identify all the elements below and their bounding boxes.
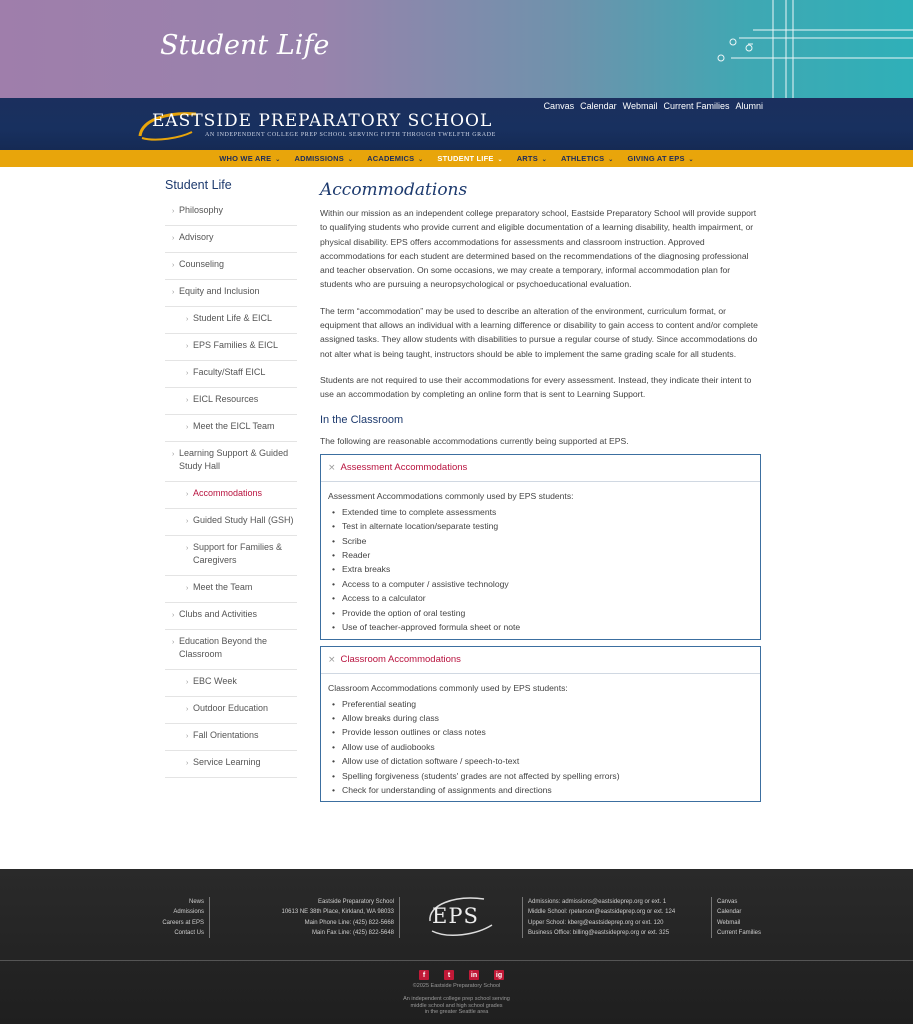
chevron-right-icon: › bbox=[186, 679, 189, 686]
utility-link-calendar[interactable]: Calendar bbox=[580, 101, 617, 111]
hero-title: Student Life bbox=[160, 30, 330, 61]
chevron-right-icon: › bbox=[172, 639, 175, 646]
sidebar-item-label: Learning Support & Guided Study Hall bbox=[179, 448, 289, 471]
accordion-header[interactable] bbox=[321, 455, 760, 482]
chevron-down-icon: ⌄ bbox=[495, 157, 503, 163]
sidebar-item-label: Faculty/Staff EICL bbox=[193, 367, 266, 377]
chevron-right-icon: › bbox=[186, 397, 189, 404]
page-title: Accommodations bbox=[320, 180, 468, 200]
copyright-text: ©2025 Eastside Preparatory School bbox=[412, 983, 501, 989]
section-heading: In the Classroom bbox=[320, 413, 404, 426]
main-content bbox=[320, 180, 761, 802]
sidebar-list bbox=[165, 199, 297, 778]
footer-link-news[interactable]: News bbox=[188, 899, 204, 905]
social-links bbox=[419, 970, 504, 980]
chevron-right-icon: › bbox=[172, 289, 175, 296]
utility-link-current-families[interactable]: Current Families bbox=[663, 101, 730, 111]
tagline-line: in the greater Seattle area bbox=[424, 1009, 489, 1015]
sidebar-item[interactable] bbox=[165, 226, 297, 253]
contact-line[interactable]: Upper School: kberg@eastsideprep.org or ext. 120 bbox=[528, 919, 664, 926]
sidebar-item[interactable] bbox=[165, 576, 297, 603]
footer-contacts bbox=[522, 897, 712, 938]
chevron-right-icon: › bbox=[172, 262, 175, 269]
accordion-title: Assessment Accommodations bbox=[340, 462, 468, 474]
sidebar-item[interactable] bbox=[165, 442, 297, 482]
nav-giving-at-eps[interactable]: GIVING AT EPS ⌄ bbox=[627, 154, 694, 163]
sidebar-item[interactable] bbox=[165, 670, 297, 697]
accordion-panel bbox=[320, 646, 761, 803]
sidebar-item-label: EBC Week bbox=[193, 676, 237, 686]
address-line: 10613 NE 38th Place, Kirkland, WA 98033 bbox=[281, 909, 394, 916]
contact-line[interactable]: Admissions: admissions@eastsideprep.org or ext. 1 bbox=[528, 899, 667, 905]
sidebar-item[interactable] bbox=[165, 724, 297, 751]
sidebar-item[interactable] bbox=[165, 334, 297, 361]
school-logo[interactable]: EASTSIDE PREPARATORY SCHOOL bbox=[152, 111, 493, 131]
section-intro: The following are reasonable accommodations currently being supported at EPS. bbox=[320, 435, 629, 446]
collapse-icon[interactable]: × bbox=[328, 654, 336, 665]
sidebar-item-label: Advisory bbox=[179, 232, 214, 242]
sidebar-item[interactable] bbox=[165, 603, 297, 630]
sidebar-item[interactable] bbox=[165, 482, 297, 509]
chevron-right-icon: › bbox=[186, 760, 189, 767]
nav-athletics[interactable]: ATHLETICS ⌄ bbox=[561, 154, 614, 163]
sidebar-item[interactable] bbox=[165, 697, 297, 724]
accordion-intro: Classroom Accommodations commonly used by EPS students: bbox=[328, 682, 568, 693]
chevron-right-icon: › bbox=[186, 370, 189, 377]
sidebar-item-label: Philosophy bbox=[179, 205, 224, 215]
sidebar-item-label: Education Beyond the Classroom bbox=[179, 636, 268, 659]
nav-admissions[interactable]: ADMISSIONS ⌄ bbox=[294, 154, 354, 163]
nav-arts[interactable]: ARTS ⌄ bbox=[516, 154, 548, 163]
footer-link-admissions[interactable]: Admissions bbox=[173, 909, 204, 916]
sidebar-item[interactable] bbox=[165, 388, 297, 415]
chevron-right-icon: › bbox=[172, 451, 175, 458]
contact-line[interactable]: Business Office: billing@eastsideprep.org or ext. 325 bbox=[528, 929, 670, 936]
list-item: • Reader bbox=[328, 548, 753, 562]
sidebar-item-label: Equity and Inclusion bbox=[179, 286, 260, 296]
footer-logo[interactable]: EPS bbox=[432, 904, 479, 928]
accordion-header[interactable] bbox=[321, 647, 760, 674]
sidebar-item[interactable] bbox=[165, 361, 297, 388]
hero-circuit-graphic bbox=[673, 0, 913, 98]
site-footer bbox=[0, 869, 913, 1024]
list-item: • Scribe bbox=[328, 534, 753, 548]
accordion-intro: Assessment Accommodations commonly used by EPS students: bbox=[328, 490, 574, 501]
sidebar-item-label: Guided Study Hall (GSH) bbox=[193, 515, 294, 525]
chevron-right-icon: › bbox=[186, 545, 189, 552]
twitter-icon[interactable]: t bbox=[444, 970, 454, 980]
utility-links bbox=[544, 101, 763, 111]
list-item: • Preferential seating bbox=[328, 697, 753, 711]
sidebar-item-label: Accommodations bbox=[193, 488, 263, 498]
list-item: • Check for understanding of assignments and directions bbox=[328, 783, 753, 797]
sidebar-item-label: Support for Families & Caregivers bbox=[193, 542, 283, 565]
chevron-right-icon: › bbox=[186, 316, 189, 323]
accordion-title: Classroom Accommodations bbox=[340, 654, 461, 666]
sidebar-item-label: EICL Resources bbox=[193, 394, 259, 404]
list-item: • Use of teacher-approved formula sheet or note bbox=[328, 620, 753, 634]
linkedin-icon[interactable]: in bbox=[470, 971, 478, 979]
accommodation-list bbox=[328, 697, 753, 798]
utility-link-canvas[interactable]: Canvas bbox=[543, 101, 575, 111]
sidebar-item-label: Counseling bbox=[179, 259, 225, 269]
list-item: • Provide the option of oral testing bbox=[328, 606, 753, 620]
footer-link-canvas[interactable]: Canvas bbox=[717, 899, 738, 905]
sidebar-item[interactable] bbox=[165, 253, 297, 280]
address-line: Main Phone Line: (425) 822-5668 bbox=[304, 919, 394, 926]
section-sidebar bbox=[165, 178, 297, 778]
list-item: • Allow use of audiobooks bbox=[328, 740, 753, 754]
chevron-right-icon: › bbox=[186, 424, 189, 431]
chevron-down-icon: ⌄ bbox=[273, 157, 281, 163]
footer-tagline bbox=[0, 996, 913, 1016]
sidebar-item[interactable] bbox=[165, 199, 297, 226]
list-item: • Extended time to complete assessments bbox=[328, 505, 753, 519]
chevron-right-icon: › bbox=[172, 612, 175, 619]
main-nav bbox=[0, 150, 913, 167]
sidebar-item[interactable] bbox=[165, 509, 297, 536]
list-item: • Allow breaks during class bbox=[328, 711, 753, 725]
chevron-down-icon: ⌄ bbox=[345, 157, 354, 163]
sidebar-item[interactable] bbox=[165, 415, 297, 442]
instagram-icon[interactable]: ig bbox=[495, 971, 503, 979]
accordion-body bbox=[321, 482, 760, 639]
definition-paragraph: The term “accommodation” may be used to describe an alteration of the environment, curriculum format, or equipment that allows an individual with a learning difference or disability to gain access to content and/or complete assigned tasks. They allow students with disabilities to pursue a regular course of study. Since accommodations do not alter what is being taught, instructors should be able to implement the same grading scale for all students. bbox=[320, 305, 758, 359]
utility-link-alumni[interactable]: Alumni bbox=[735, 101, 763, 111]
nav-who-we-are[interactable]: WHO WE ARE ⌄ bbox=[219, 154, 281, 163]
sidebar-item-label: Fall Orientations bbox=[193, 730, 259, 740]
chevron-down-icon: ⌄ bbox=[539, 157, 548, 163]
chevron-down-icon: ⌄ bbox=[606, 157, 614, 163]
list-item: • Spelling forgiveness (students' grades are not affected by spelling errors) bbox=[328, 769, 753, 783]
sidebar-item-label: Meet the EICL Team bbox=[193, 421, 275, 431]
nav-academics[interactable]: ACADEMICS ⌄ bbox=[367, 154, 424, 163]
nav-student-life[interactable]: STUDENT LIFE ⌄ bbox=[437, 154, 503, 163]
logo-tagline: AN INDEPENDENT COLLEGE PREP SCHOOL SERVING FIFTH THROUGH TWELFTH GRADE bbox=[205, 132, 496, 138]
footer-quick-links bbox=[711, 897, 781, 938]
utility-link-webmail[interactable]: Webmail bbox=[622, 101, 658, 111]
accordion-body bbox=[321, 674, 760, 802]
sidebar-item[interactable] bbox=[165, 630, 297, 670]
footer-link-calendar[interactable]: Calendar bbox=[717, 909, 742, 916]
sidebar-item-label: Outdoor Education bbox=[193, 703, 269, 713]
sidebar-item-label: Student Life & EICL bbox=[193, 313, 273, 323]
sidebar-item[interactable] bbox=[165, 307, 297, 334]
address-line: Eastside Preparatory School bbox=[317, 899, 394, 905]
footer-link-contact[interactable]: Contact Us bbox=[174, 929, 204, 936]
chevron-right-icon: › bbox=[186, 585, 189, 592]
facebook-icon[interactable]: f bbox=[419, 970, 429, 980]
hero-banner bbox=[0, 0, 913, 98]
chevron-right-icon: › bbox=[186, 343, 189, 350]
chevron-right-icon: › bbox=[172, 208, 175, 215]
list-item: • Allow use of dictation software / speech-to-text bbox=[328, 754, 753, 768]
chevron-right-icon: › bbox=[186, 706, 189, 713]
footer-divider bbox=[0, 960, 913, 961]
sidebar-item-label: Meet the Team bbox=[193, 582, 253, 592]
sidebar-title[interactable]: Student Life bbox=[165, 178, 232, 192]
tagline-line: middle school and high school grades bbox=[410, 1002, 503, 1009]
chevron-right-icon: › bbox=[186, 733, 189, 740]
accordion-panel bbox=[320, 454, 761, 640]
sidebar-item[interactable] bbox=[165, 280, 297, 307]
sidebar-item-label: Clubs and Activities bbox=[179, 609, 258, 619]
contact-line[interactable]: Middle School: rpeterson@eastsideprep.org or ext. 124 bbox=[528, 909, 676, 916]
sidebar-item-label: Service Learning bbox=[193, 757, 261, 767]
sidebar-item[interactable] bbox=[165, 536, 297, 576]
chevron-right-icon: › bbox=[172, 235, 175, 242]
sidebar-item[interactable] bbox=[165, 751, 297, 778]
footer-link-careers[interactable]: Careers at EPS bbox=[162, 919, 204, 926]
list-item: • Access to a computer / assistive technology bbox=[328, 577, 753, 591]
collapse-icon[interactable]: × bbox=[328, 462, 336, 473]
chevron-down-icon: ⌄ bbox=[686, 157, 694, 163]
sidebar-item-label: EPS Families & EICL bbox=[193, 340, 279, 350]
address-line: Main Fax Line: (425) 822-5648 bbox=[311, 929, 394, 936]
footer-address bbox=[250, 897, 400, 938]
chevron-down-icon: ⌄ bbox=[416, 157, 424, 163]
list-item: • Access to a calculator bbox=[328, 591, 753, 605]
list-item: • Test in alternate location/separate testing bbox=[328, 519, 753, 533]
list-item: • Extra breaks bbox=[328, 562, 753, 576]
intro-paragraph: Within our mission as an independent college preparatory school, Eastside Preparatory School will provide support to qualifying students who provide current and eligible documentation of a learning disability, health impairment, or physical disability. EPS offers accommodations for assessments and classroom instruction. Approved accommodations for each student are determined based on the recommendations of the diagnosing professional and teacher observation. On some occasions, we may create a temporary, informal accommodation plan for students who are pursuing a neuropsychological or psychoeducational evaluation. bbox=[320, 208, 757, 290]
chevron-right-icon: › bbox=[186, 491, 189, 498]
accordion-group bbox=[320, 454, 761, 803]
accommodation-list bbox=[328, 505, 753, 635]
footer-link-webmail[interactable]: Webmail bbox=[717, 919, 741, 926]
copyright bbox=[0, 983, 913, 990]
site-header bbox=[0, 98, 913, 150]
usage-paragraph: Students are not required to use their accommodations for every assessment. Instead, they indicate their intent to use an accommodation by completing an online form that is sent to Learning Support. bbox=[320, 374, 752, 400]
footer-link-current-families[interactable]: Current Families bbox=[717, 929, 762, 936]
tagline-line: An independent college prep school serving bbox=[403, 996, 510, 1002]
footer-links bbox=[150, 897, 210, 938]
list-item: • Provide lesson outlines or class notes bbox=[328, 725, 753, 739]
chevron-right-icon: › bbox=[186, 518, 189, 525]
